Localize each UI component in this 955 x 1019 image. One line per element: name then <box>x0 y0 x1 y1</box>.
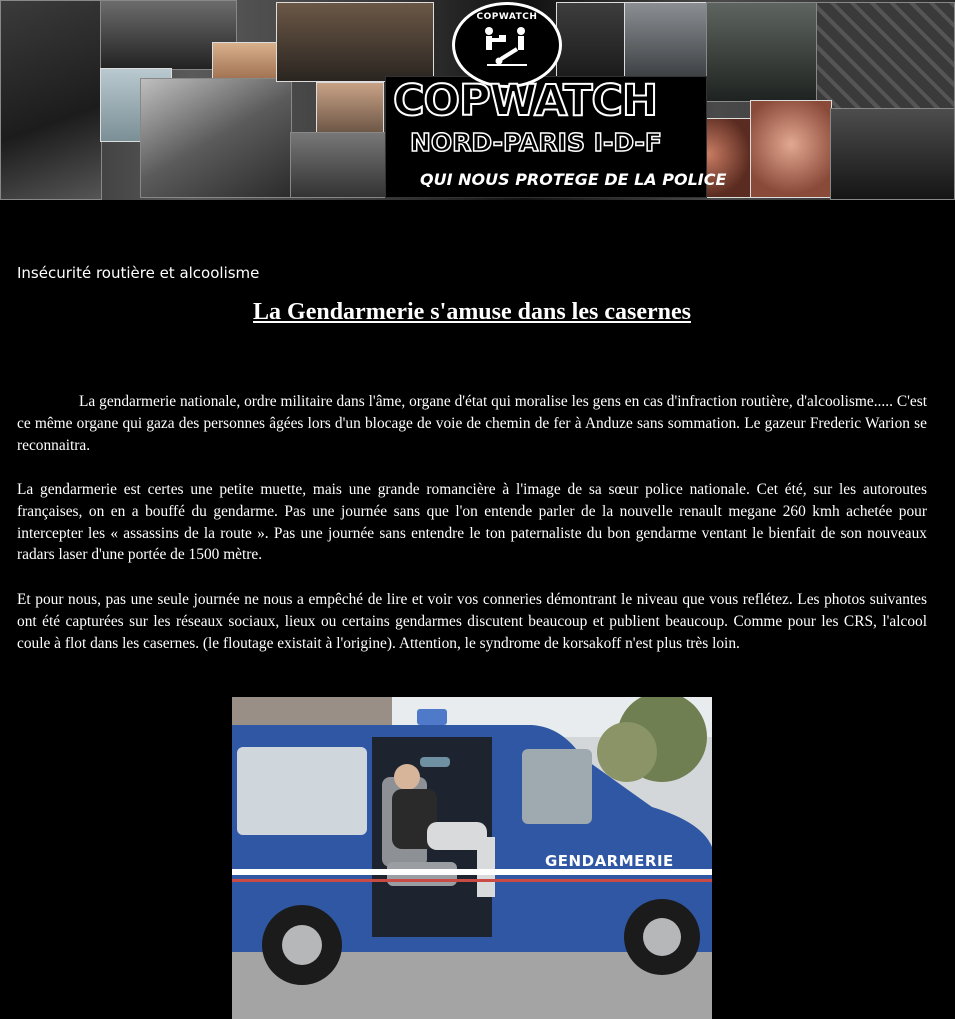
site-banner <box>0 0 955 200</box>
banner-photo-fence-police <box>816 2 955 110</box>
article-category[interactable]: Insécurité routière et alcoolisme <box>17 264 260 282</box>
article-paragraph-3: Et pour nous, pas une seule journée ne nous a empêché de lire et voir vos conneries démontrant le niveau que vous reflétez. Les photos suivantes ont été capturées sur les réseaux sociaux, lieux ou certains gendarmes discutent beaucoup et publient beaucoup. Comme pour les CRS, l'alcool coule à flot dans les casernes. (le floutage existait à l'origine). Attention, le syndrome de korsakoff n'est plus très loin. <box>17 591 927 652</box>
banner-photo-policewomen-group <box>276 2 434 82</box>
banner-photo-riot-police-left <box>0 0 102 200</box>
van-lettering: GENDARMERIE <box>545 852 674 870</box>
banner-photo-officers-arrest <box>830 108 955 200</box>
banner-photo-arrest-street <box>140 78 292 198</box>
logo-small-text: COPWATCH <box>476 12 538 22</box>
banner-photo-injured-youth <box>750 100 832 198</box>
banner-subtitle: NORD-PARIS I-D-F <box>410 128 663 157</box>
banner-tagline: QUI NOUS PROTEGE DE LA POLICE <box>420 170 727 189</box>
banner-photo-riot-squad <box>706 2 818 102</box>
gendarmerie-van-photo[interactable] <box>232 697 712 1019</box>
article-paragraph-2: La gendarmerie est certes une petite muette, mais une grande romancière à l'image de sa sœur police nationale. Cet été, sur les autoroutes françaises, on en a bouffé du gendarme. Pas une journée sans que l'on entende parler de la nouvelle renault megane 260 kmh achetée pour intercepter les « assassins de la route ». Pas une journée sans entendre le ton paternaliste du bon gendarme ventant le bienfait de son nouveaux radars laser d'une portée de 1500 mètre. <box>17 481 927 564</box>
article-paragraph-1: La gendarmerie nationale, ordre militaire dans l'âme, organe d'état qui moralise les gens en cas d'infraction routière, d'alcoolisme..... C'est ce même organe qui gaza des personnes âgées lors d'un blocage de voie de chemin de fer à Anduze sans sommation. Le gazeur Frederic Warion se reconnaitra. <box>17 393 927 454</box>
camera-figures-icon <box>477 25 537 69</box>
banner-title: COPWATCH <box>393 76 657 126</box>
article-title[interactable]: La Gendarmerie s'amuse dans les casernes <box>253 299 691 325</box>
